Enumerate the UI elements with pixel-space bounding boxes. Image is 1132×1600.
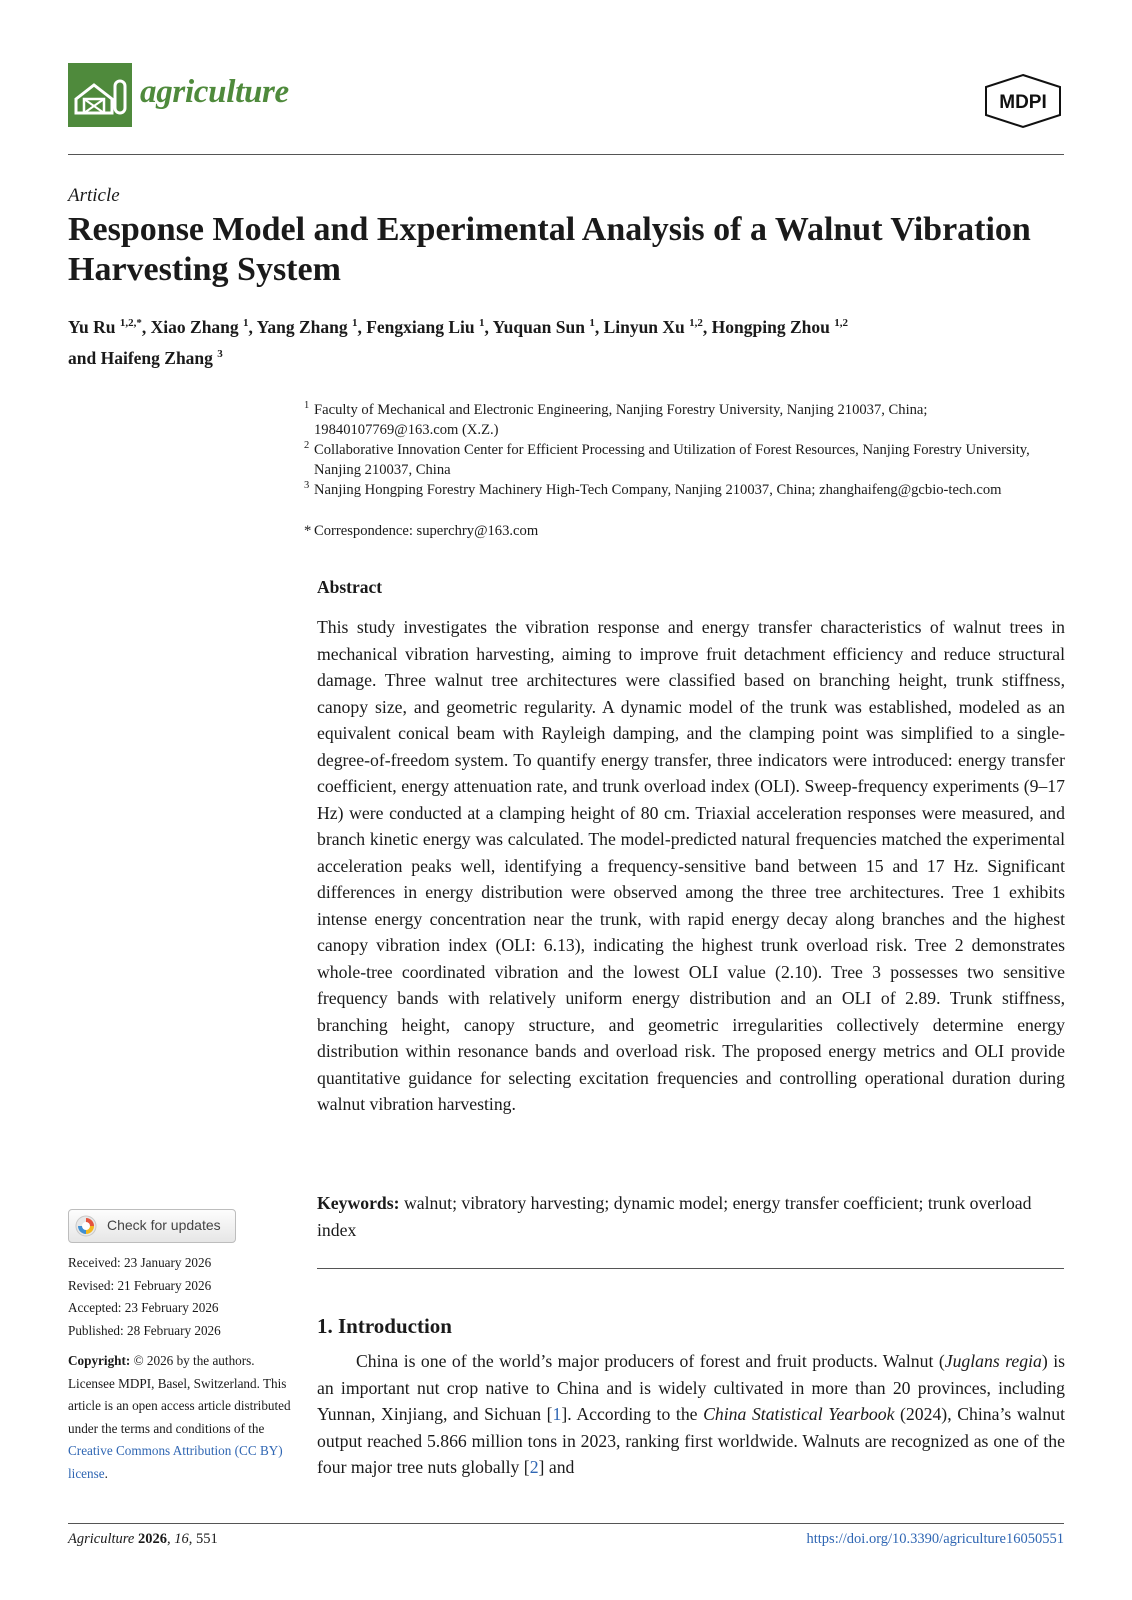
author: Yu Ru $^{1,2,*}$,	[68, 316, 151, 337]
citation-link[interactable]: 1	[552, 1404, 562, 1424]
affiliation: 2 Collaborative Innovation Center for Efficient Processing and Utilization of Forest Resources, Nanjing Forestry University, Nanjing 210037, China	[304, 440, 1030, 478]
author: and Haifeng Zhang $^3$	[68, 347, 223, 368]
journal-name: agriculture	[140, 74, 289, 110]
section-heading: 1. Introduction	[317, 1314, 452, 1338]
check-updates-icon	[75, 1215, 97, 1237]
revised-date: Revised: 21 February 2026	[68, 1278, 212, 1293]
header-rule	[68, 154, 1064, 155]
accepted-date: Accepted: 23 February 2026	[68, 1300, 219, 1315]
intro-paragraph: China is one of the world’s major producers of forest and fruit products. Walnut (Juglans regia) is an important nut crop native to China and is widely cultivated in more than 20 provinces, including Yunnan, Xinjiang, and Sichuan [1]. According to the China Statistical Yearbook (2024), China’s walnut output reached 5.866 million tons in 2023, ranking first worldwide. Walnuts are recognized as one of the four major tree nuts globally [2] and	[317, 1351, 1066, 1477]
affiliation: 1 Faculty of Mechanical and Electronic Engineering, Nanjing Forestry University, Nanjing 210037, China; 19840107769@163.com (X.Z.)	[304, 400, 928, 438]
author: Fengxiang Liu $^1$,	[366, 316, 493, 337]
abstract-heading: Abstract	[317, 577, 383, 597]
doi-link[interactable]: https://doi.org/10.3390/agriculture16050551	[806, 1531, 1064, 1547]
affiliation: 3 Nanjing Hongping Forestry Machinery High-Tech Company, Nanjing 210037, China; zhanghaifeng@gcbio-tech.com	[304, 480, 1002, 498]
keywords: Keywords: walnut; vibratory harvesting; dynamic model; energy transfer coefficient; trunk overload index	[317, 1193, 1032, 1240]
author: Xiao Zhang $^1$,	[150, 316, 257, 337]
journal-citation: Agriculture 2026, 16, 551	[68, 1531, 218, 1547]
citation-link[interactable]: 2	[529, 1457, 539, 1477]
abstract-text: This study investigates the vibration response and energy transfer characteristics of walnut trees in mechanical vibration harvesting, aiming to improve fruit detachment efficiency and reduce structural damage. Three walnut tree architectures were classified based on branching height, trunk stiffness, canopy size, and geometric regularity. A dynamic model of the trunk was established, modeled as an equivalent conical beam with Rayleigh damping, and the clamping point was simplified to a single-degree-of-freedom system. To quantify energy transfer, three indicators were introduced: energy transfer coefficient, energy attenuation rate, and trunk overload index (OLI). Sweep-frequency experiments (9–17 Hz) were conducted at a clamping height of 80 cm. Triaxial acceleration responses were measured, and branch kinetic energy was calculated. The model-predicted natural frequencies matched the experimental acceleration peaks well, identifying a frequency-sensitive band between 15 and 17 Hz. Significant differences in energy distribution were observed among the three tree architectures. Tree 1 exhibits intense energy concentration near the trunk, with rapid energy decay along branches and the highest canopy vibration index (OLI: 6.13), indicating the highest trunk overload risk. Tree 2 demonstrates whole-tree coordinated vibration and the lowest OLI value (2.10). Tree 3 possesses two sensitive frequency bands with relatively uniform energy distribution and an OLI of 2.89. Trunk stiffness, branching height, canopy structure, and geometric irregularities collectively determine energy distribution within resonance bands and overload risk. The proposed energy metrics and OLI provide quantitative guidance for selecting excitation frequencies and controlling operational duration during walnut vibration harvesting.	[317, 617, 1065, 1114]
article-type: Article	[68, 185, 120, 206]
journal-logo	[68, 63, 132, 127]
article-title: Response Model and Experimental Analysis of a Walnut Vibration Harvesting System	[68, 211, 1031, 288]
check-updates-button[interactable]	[68, 1209, 236, 1243]
footer-rule	[68, 1523, 1064, 1524]
correspondence: * Correspondence: superchry@163.com	[304, 523, 539, 539]
author: Yuquan Sun $^1$,	[492, 316, 604, 337]
copyright-notice: Copyright: © 2026 by the authors. Licensee MDPI, Basel, Switzerland. This article is an open access article distributed under the terms and conditions of the Creative Commons Attribution (CC BY) license.	[68, 1353, 291, 1481]
check-updates-label: Check for updates	[107, 1217, 221, 1233]
publisher-name: MDPI	[999, 92, 1047, 113]
author-list	[68, 310, 1058, 372]
published-date: Published: 28 February 2026	[68, 1323, 221, 1338]
section-rule	[317, 1268, 1064, 1269]
publisher-logo	[982, 73, 1064, 129]
received-date: Received: 23 January 2026	[68, 1255, 212, 1270]
author: Yang Zhang $^1$,	[256, 316, 367, 337]
author: Linyun Xu $^{1,2}$,	[603, 316, 712, 337]
author: Hongping Zhou $^{1,2}$	[711, 316, 848, 337]
license-link[interactable]: Creative Commons Attribution (CC BY) license	[68, 1443, 283, 1481]
